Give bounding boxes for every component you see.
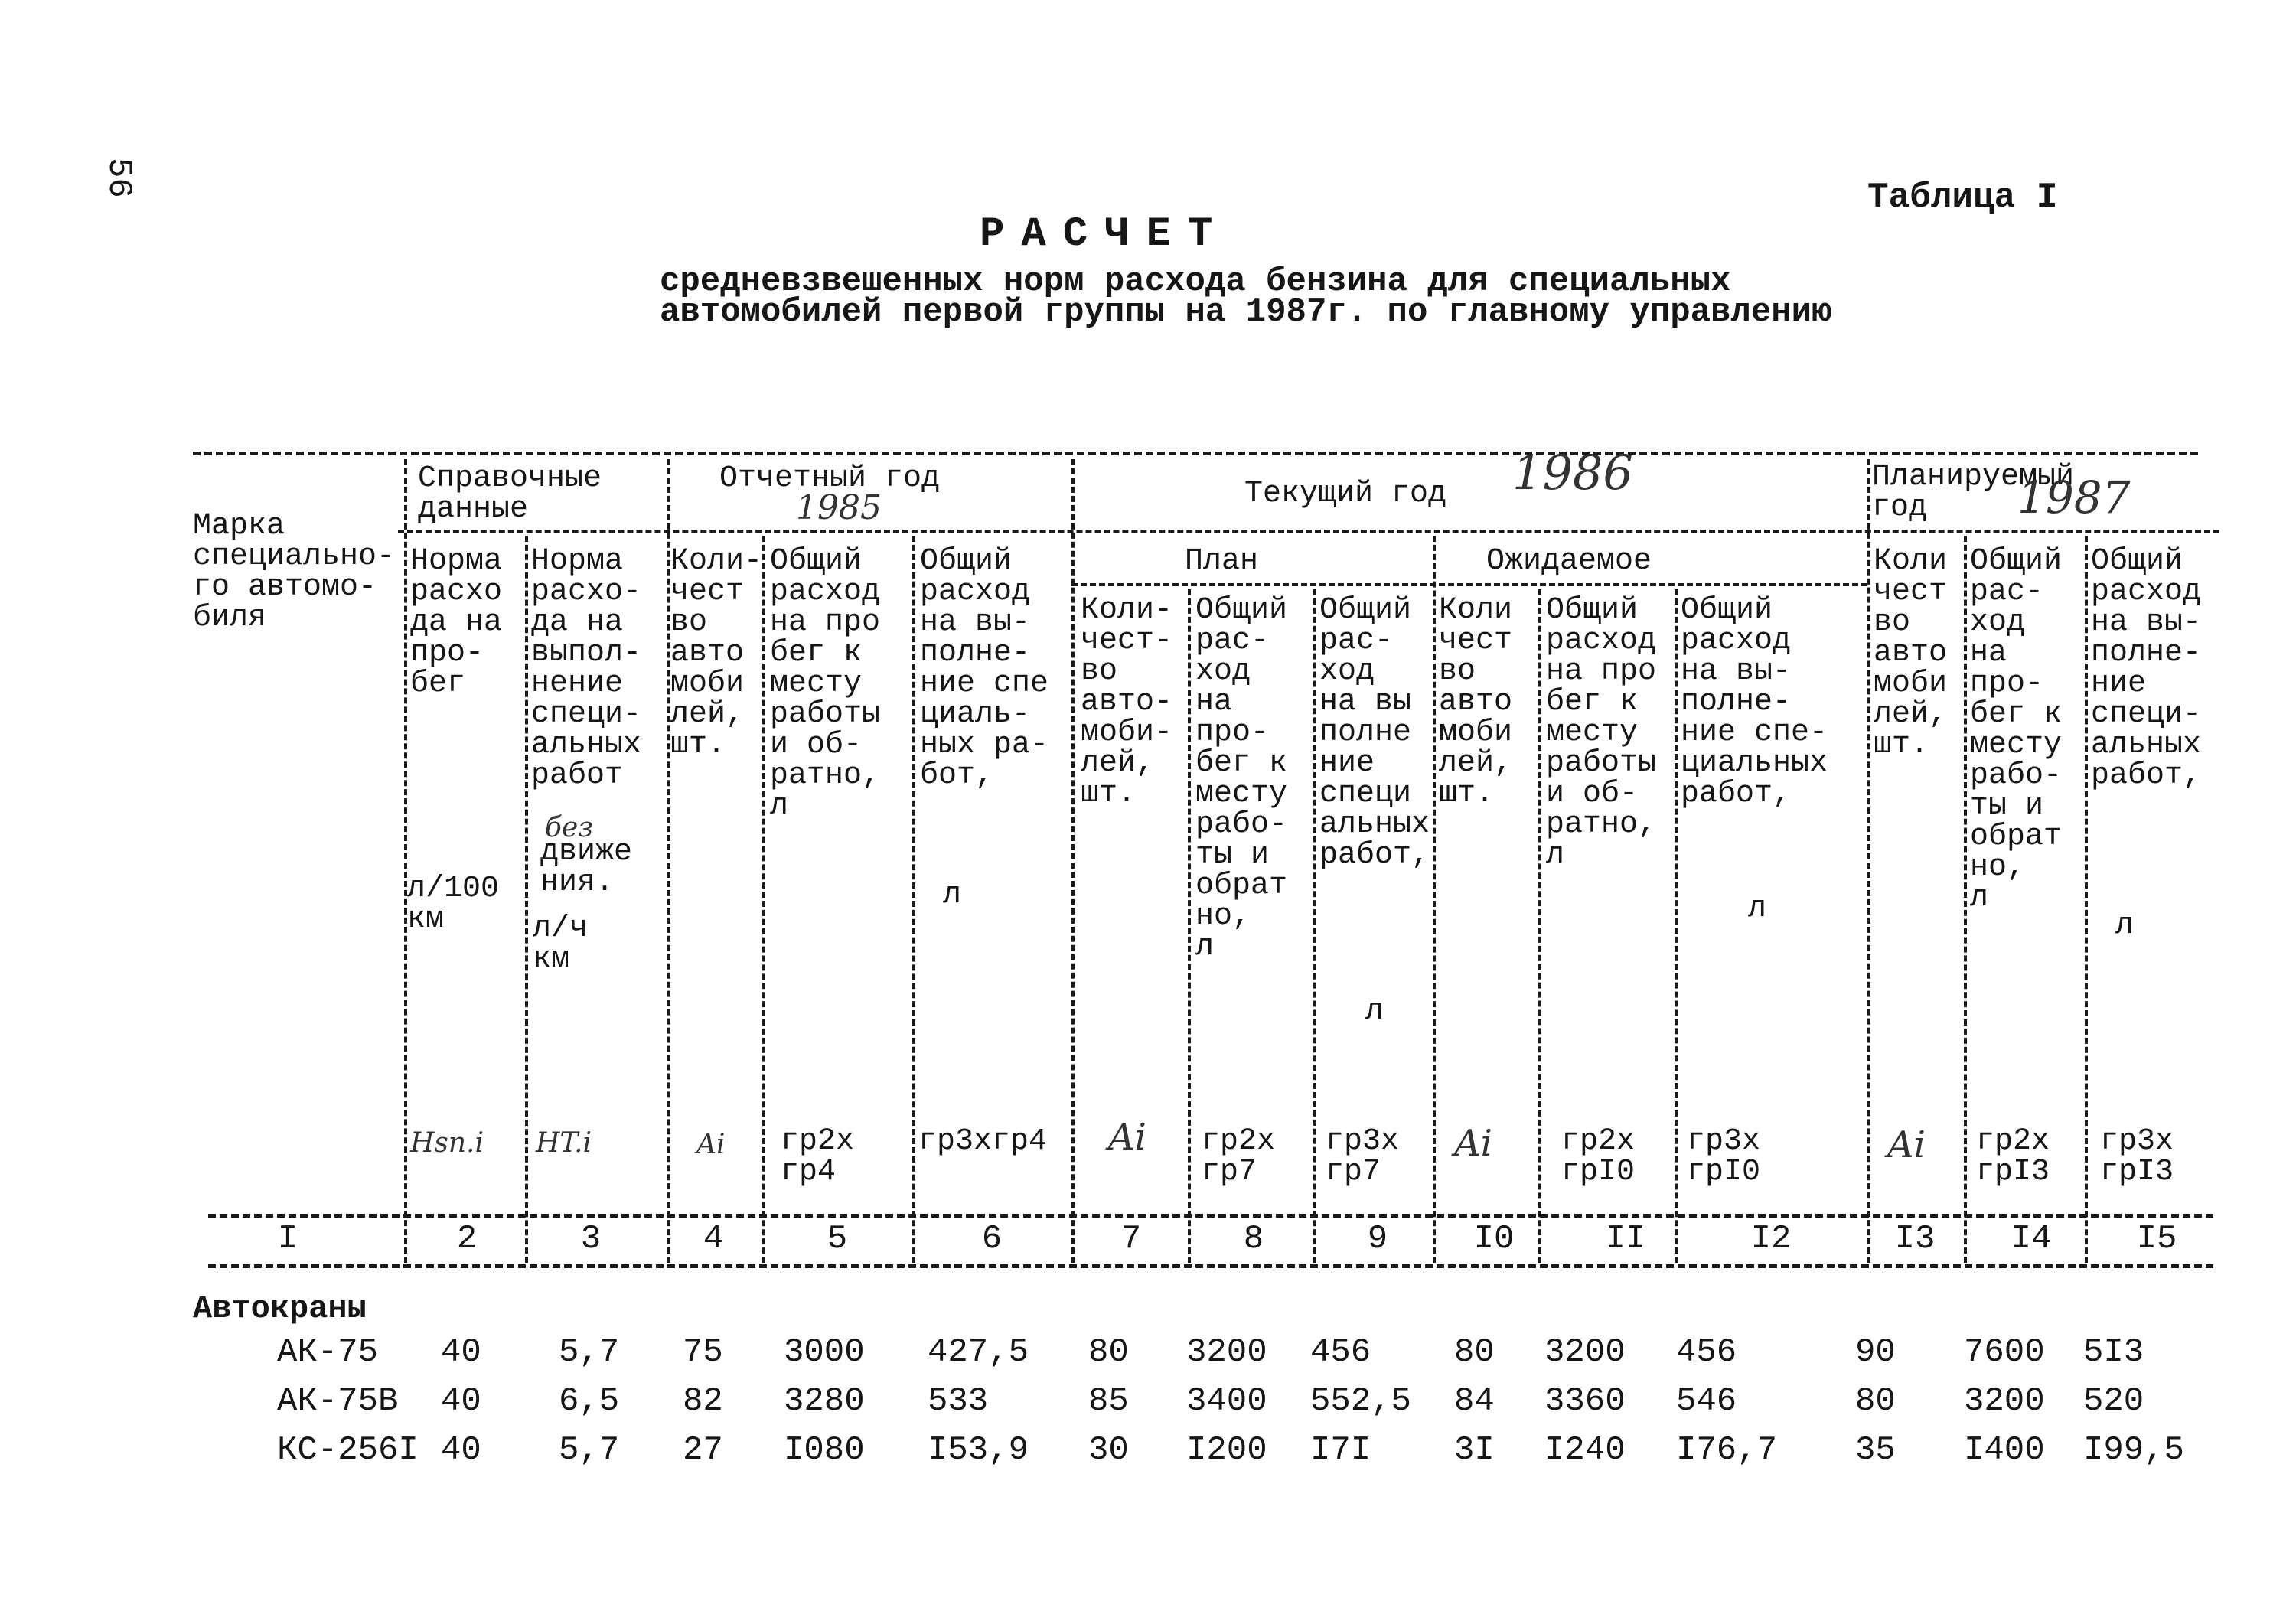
formula-col-12: гр3х грI0 <box>1687 1124 1761 1189</box>
cell-col-12: 456 <box>1676 1333 1737 1371</box>
header-col-13: Коли чест во авто моби лей, шт. <box>1874 544 1948 762</box>
cell-col-8: I200 <box>1186 1431 1267 1469</box>
header-sub-expected: Ожидаемое <box>1486 544 1652 579</box>
column-number: I5 <box>2136 1220 2177 1258</box>
column-number: 5 <box>827 1220 848 1258</box>
cell-col-8: 3200 <box>1186 1333 1267 1371</box>
header-col-12-unit: л <box>1748 892 1767 926</box>
column-divider <box>912 536 915 1263</box>
column-number: 8 <box>1243 1220 1264 1258</box>
cell-col-13: 35 <box>1855 1431 1896 1469</box>
section-title: Автокраны <box>193 1290 367 1327</box>
cell-col-4: 75 <box>683 1333 723 1371</box>
cell-col-2: 40 <box>441 1333 481 1371</box>
subtitle-line-1: средневзвешенных норм расхода бензина для специальных <box>660 263 1731 301</box>
header-col-12: Общий расход на вы- полне- ние спе- циальных работ, <box>1681 593 1828 811</box>
group-header-rule <box>398 530 2219 533</box>
column-divider <box>1188 589 1191 1263</box>
cell-col-10: 80 <box>1454 1333 1495 1371</box>
cell-col-9: 552,5 <box>1310 1382 1412 1420</box>
cell-col-3: 5,7 <box>559 1431 620 1469</box>
header-col-10: Коли чест во авто моби лей, шт. <box>1439 593 1513 811</box>
cell-col-12: I76,7 <box>1676 1431 1778 1469</box>
cell-col-14: 7600 <box>1964 1333 2045 1371</box>
cell-col-15: 5I3 <box>2083 1333 2144 1371</box>
cell-col-10: 84 <box>1454 1382 1495 1420</box>
formula-col-11: гр2х грI0 <box>1561 1124 1636 1189</box>
formula-col-5: гр2х гр4 <box>781 1124 855 1189</box>
formula-col-2: Hsп.i <box>410 1127 484 1159</box>
cell-col-11: I240 <box>1544 1431 1626 1469</box>
formula-col-14: гр2х грI3 <box>1976 1124 2050 1189</box>
header-col-6: Общий расход на вы- полне- ние спе циаль- ных ра- бот, <box>920 544 1049 793</box>
formula-col-3: HT.i <box>536 1127 592 1159</box>
cell-col-6: 427,5 <box>928 1333 1029 1371</box>
header-col-14: Общий рас- ход на про- бег к месту рабо- ты и обрат но, л <box>1970 544 2063 915</box>
column-divider <box>1675 589 1678 1263</box>
formula-col-10: Ai <box>1454 1122 1493 1165</box>
header-group-reporting: Отчетный год <box>719 461 941 496</box>
column-number: 2 <box>456 1220 478 1258</box>
cell-col-9: 456 <box>1310 1333 1371 1371</box>
column-number: 6 <box>981 1220 1003 1258</box>
formula-col-6: гр3хгр4 <box>918 1124 1048 1159</box>
cell-col-11: 3200 <box>1544 1333 1626 1371</box>
cell-col-8: 3400 <box>1186 1382 1267 1420</box>
column-divider <box>1071 459 1075 1263</box>
cell-col-7: 85 <box>1088 1382 1129 1420</box>
header-col-3-handwritten: без <box>545 812 593 843</box>
cell-col-3: 6,5 <box>559 1382 620 1420</box>
formula-col-4: Ai <box>696 1129 726 1160</box>
column-number: 4 <box>703 1220 724 1258</box>
cell-col-2: 40 <box>441 1382 481 1420</box>
numbers-bottom-rule <box>208 1264 2213 1268</box>
header-col-3-cont: движе ния. <box>540 835 633 900</box>
cell-col-2: 40 <box>441 1431 481 1469</box>
formula-col-15: гр3х грI3 <box>2100 1124 2174 1189</box>
vehicle-model: АК-75В <box>277 1382 399 1420</box>
cell-col-7: 80 <box>1088 1333 1129 1371</box>
header-col-2-unit: л/100 км <box>407 872 500 937</box>
cell-col-10: 3I <box>1454 1431 1495 1469</box>
page-title: РАСЧЕТ <box>980 211 1230 258</box>
cell-col-4: 27 <box>683 1431 723 1469</box>
column-divider <box>1867 459 1870 1263</box>
header-col-5: Общий расход на про бег к месту работы и об- ратно, л <box>770 544 881 823</box>
cell-col-9: I7I <box>1310 1431 1371 1469</box>
column-divider <box>1538 589 1541 1263</box>
cell-col-13: 90 <box>1855 1333 1896 1371</box>
table-top-rule <box>193 452 2198 455</box>
column-divider <box>2085 536 2088 1263</box>
header-col-3: Норма расхо- да на выпол- нение специ- альных работ <box>531 544 642 793</box>
column-number: 7 <box>1120 1220 1142 1258</box>
column-divider <box>1313 589 1316 1263</box>
header-sub-plan: План <box>1185 544 1259 579</box>
cell-col-7: 30 <box>1088 1431 1129 1469</box>
header-col-8: Общий рас- ход на про- бег к месту рабо- ты и обрат но, л <box>1195 593 1288 964</box>
cell-col-4: 82 <box>683 1382 723 1420</box>
column-number: I <box>277 1220 298 1258</box>
cell-col-5: 3000 <box>784 1333 865 1371</box>
header-col-9-unit: л <box>1365 994 1384 1029</box>
column-number: I4 <box>2011 1220 2052 1258</box>
header-current-year: 1986 <box>1512 445 1633 501</box>
column-divider <box>762 536 765 1263</box>
cell-col-5: 3280 <box>784 1382 865 1420</box>
subgroup-rule <box>1071 583 1867 586</box>
cell-col-5: I080 <box>784 1431 865 1469</box>
header-col-15: Общий расход на вы- полне- ние специ- альных работ, <box>2091 544 2202 793</box>
cell-col-6: I53,9 <box>928 1431 1029 1469</box>
header-col-7: Коли- чест- во авто- моби- лей, шт. <box>1081 593 1173 811</box>
header-col-6-unit: л <box>943 878 962 912</box>
vehicle-model: АК-75 <box>277 1333 379 1371</box>
header-group-planned: Планируемый год <box>1872 460 2075 525</box>
header-col-4: Коли- чест во авто моби лей, шт. <box>670 544 763 762</box>
column-divider <box>1964 536 1967 1263</box>
cell-col-3: 5,7 <box>559 1333 620 1371</box>
cell-col-13: 80 <box>1855 1382 1896 1420</box>
header-group-reference: Справочные данные <box>418 461 602 527</box>
vehicle-model: КС-256I <box>277 1431 419 1469</box>
cell-col-11: 3360 <box>1544 1382 1626 1420</box>
column-number: I0 <box>1473 1220 1515 1258</box>
column-number: I3 <box>1894 1220 1936 1258</box>
column-number: I2 <box>1750 1220 1792 1258</box>
header-bottom-rule <box>208 1214 2213 1218</box>
column-number: 3 <box>580 1220 602 1258</box>
header-col-2: Норма расхо да на про- бег <box>410 544 503 701</box>
header-col-3-unit: л/ч км <box>533 911 589 977</box>
page-number: 56 <box>99 158 138 198</box>
formula-col-9: гр3х гр7 <box>1326 1124 1400 1189</box>
header-col-9: Общий рас- ход на вы полне ние специ альных работ, <box>1319 593 1430 872</box>
header-reporting-year: 1985 <box>796 488 882 527</box>
column-divider <box>525 536 528 1263</box>
cell-col-6: 533 <box>928 1382 989 1420</box>
header-brand: Марка специально- го автомо- биля <box>193 509 396 635</box>
cell-col-14: I400 <box>1964 1431 2045 1469</box>
header-col-15-unit: л <box>2115 908 2135 943</box>
formula-col-13: Ai <box>1887 1123 1926 1166</box>
cell-col-14: 3200 <box>1964 1382 2045 1420</box>
column-divider <box>1433 536 1436 1263</box>
header-col-11: Общий расход на про бег к месту работы и об- ратно, л <box>1546 593 1657 872</box>
subtitle <box>660 263 1832 331</box>
header-group-current: Текущий год <box>1244 477 1447 511</box>
subtitle-line-2: автомобилей первой группы на 1987г. по главному управлению <box>660 293 1832 331</box>
cell-col-12: 546 <box>1676 1382 1737 1420</box>
header-planned-year: 1987 <box>2017 471 2131 523</box>
column-number: II <box>1605 1220 1646 1258</box>
formula-col-8: гр2х гр7 <box>1202 1124 1276 1189</box>
column-divider <box>404 459 407 1263</box>
cell-col-15: I99,5 <box>2083 1431 2185 1469</box>
formula-col-7: Ai <box>1108 1116 1147 1159</box>
table-label: Таблица I <box>1867 178 2058 217</box>
column-number: 9 <box>1367 1220 1388 1258</box>
cell-col-15: 520 <box>2083 1382 2144 1420</box>
